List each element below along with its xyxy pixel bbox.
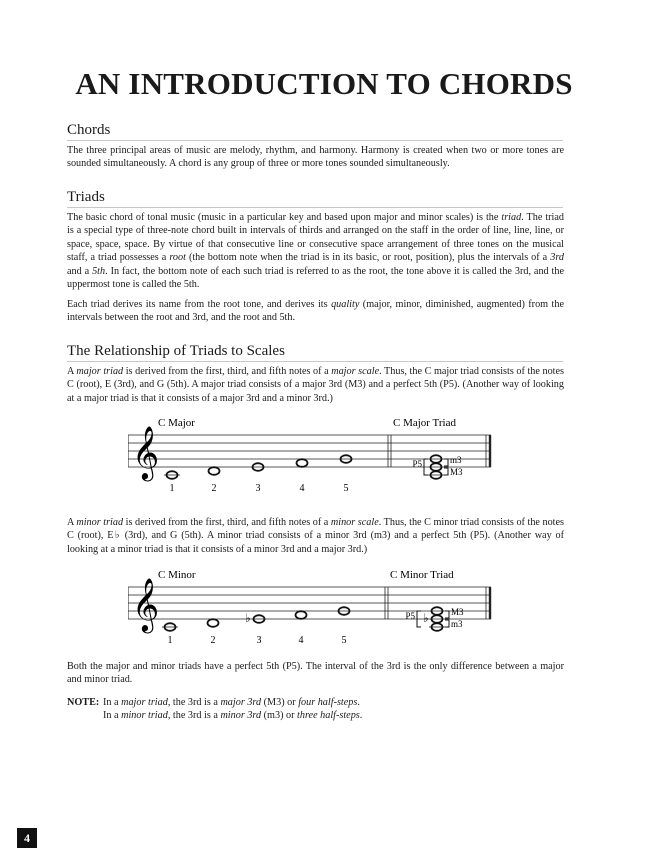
section-heading-chords: Chords [67,122,563,141]
interval-upper-label: m3 [450,455,462,465]
note-block [67,696,564,723]
note-f [296,611,307,619]
scale-degree-4: 4 [299,483,305,492]
minor-triad-paragraph: A minor triad is derived from the first, third, and fifth notes of a minor scale. Thus, the C minor triad consists of the notes C (root), E♭ (3rd), and G (5th). A minor triad consists of a minor 3rd (m3) and a perfect 5th (P5). (Another way of looking at a minor triad is that it consists of a minor 3rd and a major 3rd.) [67,517,564,555]
interval-p5-label: P5 [405,611,415,621]
note-f [297,459,308,467]
lower-third-bracket [444,468,448,475]
scale-degree-numbers [170,483,349,492]
section-heading-triads: Triads [67,189,563,208]
treble-clef-icon: 𝄞 [132,427,160,478]
upper-third-bracket [444,459,448,466]
major-triad-paragraph: A major triad is derived from the first, third, and fifth notes of a major scale. Thus, the C major triad consists of the notes C (root), E (3rd), and G (5th). A major triad consists of a major 3rd (M3) and a perfect 5th (P5). (Another way of looking at a major triad is that it consists of a major 3rd and a minor 3rd.) [67,366,564,404]
c-major-staff-example [128,412,498,492]
note-d [208,619,219,627]
scale-degree-1: 1 [169,483,175,492]
scale-degree-1: 1 [167,635,173,644]
scale-degree-2: 2 [211,483,217,492]
note-line-2: In a minor triad, the 3rd is a minor 3rd (m3) or three half-steps. [103,710,363,722]
scale-degree-3: 3 [256,635,262,644]
triads-paragraph-1: The basic chord of tonal music (music in a particular key and based upon major and minor scales) is the triad. The triad is a special type of three-note chord built in intervals of thirds and arranged on the staff in the order of line, line, line, or space, space, space. By virtue of that consecutive line or consecutive space arrangement of three tones on the musical staff, a triad possesses a root (the bottom note when the triad is in its basic, or root, position), plus the intervals of a 3rd and a 5th. In fact, the bottom note of each such triad is referred to as the root, the tone above it is called the 3rd, and the uppermost tone is called the 5th. [67,212,564,291]
c-minor-triad-label: C Minor Triad [390,569,454,581]
c-minor-scale-label: C Minor [158,569,196,581]
summary-paragraph: Both the major and minor triads have a perfect 5th (P5). The interval of the 3rd is the only difference between a major and minor triad. [67,661,564,686]
scale-degree-2: 2 [210,635,216,644]
scale-degree-3: 3 [255,483,261,492]
c-minor-staff-example [128,564,498,644]
flat-icon: ♭ [245,611,251,625]
treble-clef-icon: 𝄞 [132,579,160,630]
c-major-triad-label: C Major Triad [393,417,456,429]
page-number: 4 [17,828,37,848]
chords-paragraph: The three principal areas of music are melody, rhythm, and harmony. Harmony is created when two or more tones are sounded simultaneously. A chord is any group of three or more tones sounded simultaneously. [67,145,564,170]
note-line-1: NOTE: In a major triad, the 3rd is a major 3rd (M3) or four half-steps. [67,697,360,708]
flat-icon: ♭ [423,611,429,625]
scale-degree-5: 5 [343,483,349,492]
scale-degree-numbers [168,635,347,644]
c-major-scale-label: C Major [158,417,195,429]
triads-paragraph-2: Each triad derives its name from the root tone, and derives its quality (major, minor, diminished, augmented) from the intervals between the root and 3rd, and the root and 5th. [67,299,564,324]
lower-third-bracket [445,620,449,627]
interval-upper-label: M3 [451,607,464,617]
note-label: NOTE: [67,697,100,708]
interval-p5-label: P5 [412,459,422,469]
section-heading-relationship: The Relationship of Triads to Scales [67,343,563,362]
interval-lower-label: M3 [450,467,463,477]
upper-third-bracket [445,611,449,618]
note-d [209,467,220,475]
scale-degree-4: 4 [298,635,304,644]
scale-degree-5: 5 [341,635,347,644]
interval-lower-label: m3 [451,619,463,629]
page-title: AN INTRODUCTION TO CHORDS [75,66,573,101]
